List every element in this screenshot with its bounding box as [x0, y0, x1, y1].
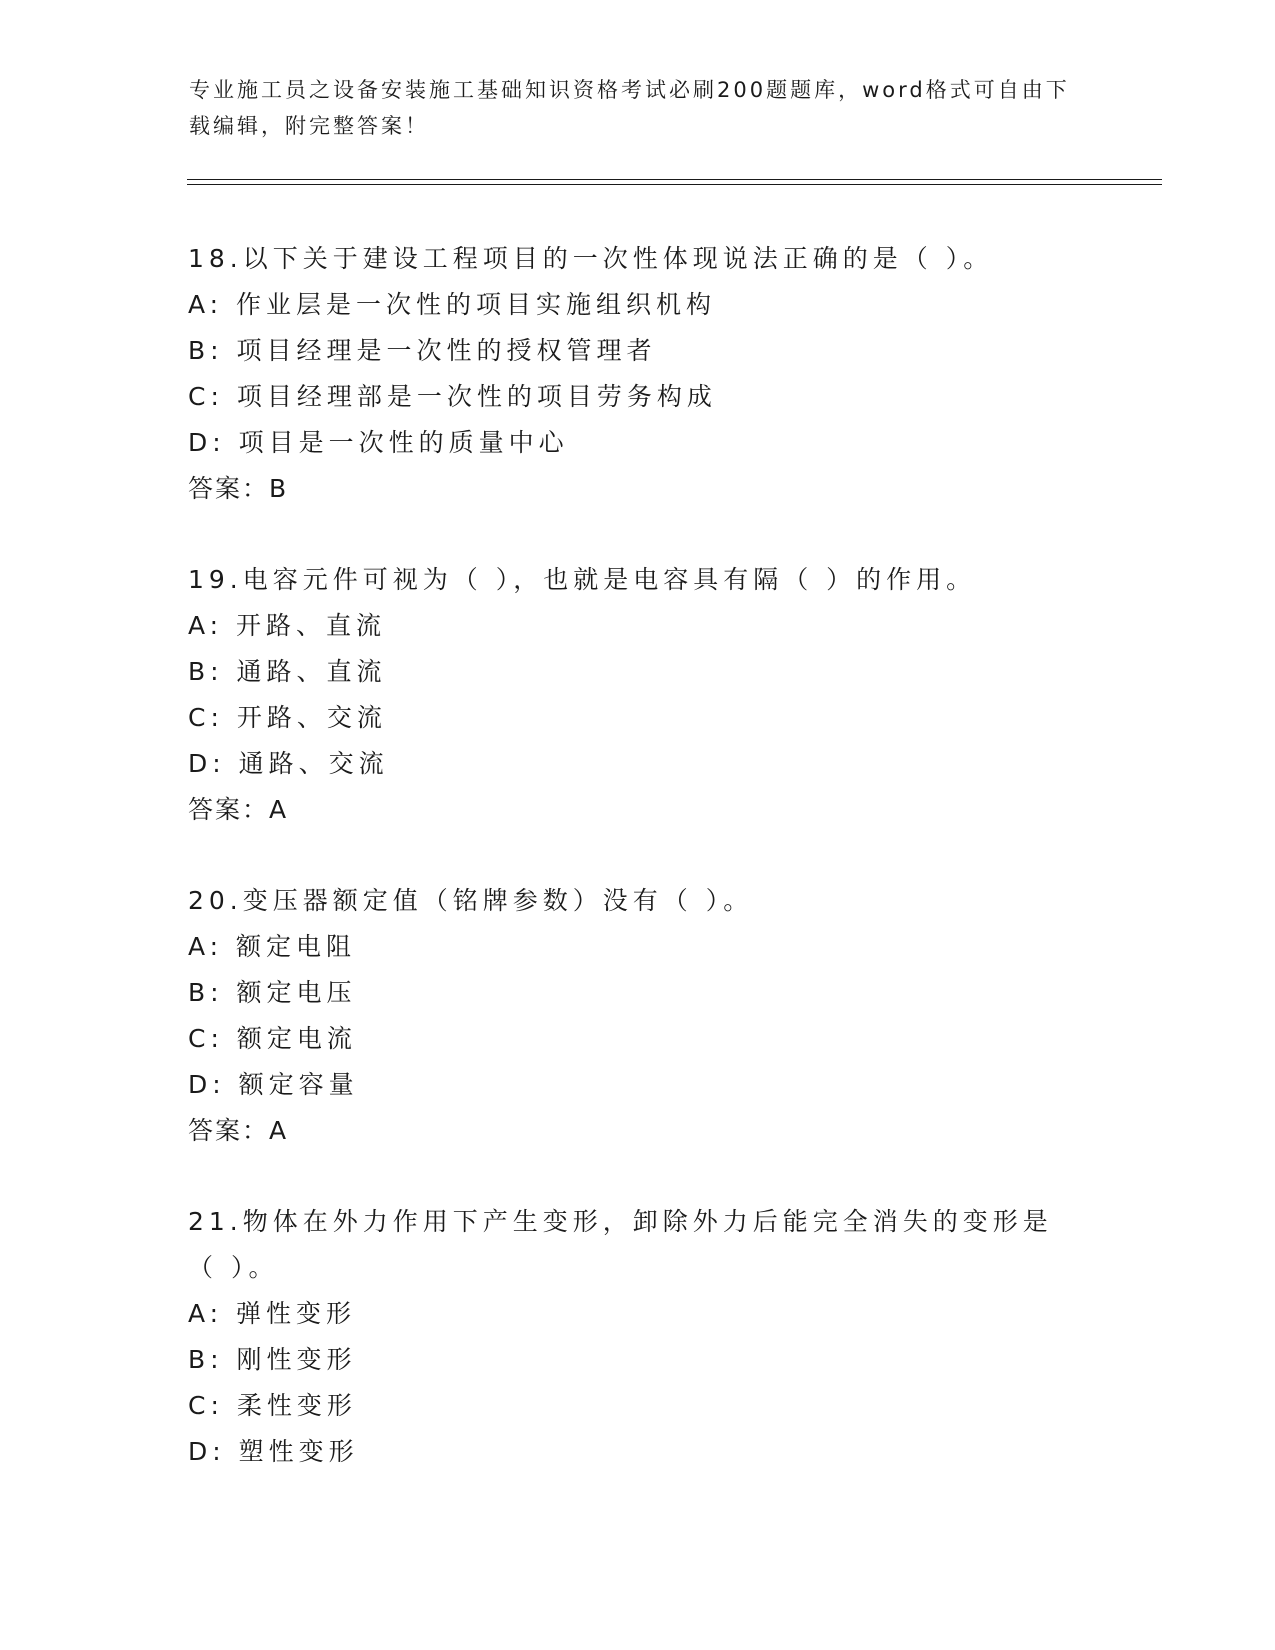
header-divider-bottom [187, 184, 1162, 185]
option-d: D: 额定容量 [188, 1070, 359, 1099]
answer: 答案：B [188, 474, 289, 503]
option-a: A: 作业层是一次性的项目实施组织机构 [188, 290, 717, 319]
option-b: B: 额定电压 [188, 978, 357, 1007]
answer: 答案：A [188, 1116, 289, 1145]
document-header [189, 72, 1089, 144]
option-a: A: 额定电阻 [188, 932, 357, 961]
option-c: C: 柔性变形 [188, 1391, 357, 1420]
answer: 答案：A [188, 795, 289, 824]
option-b: B: 项目经理是一次性的授权管理者 [188, 336, 657, 365]
option-c: C: 项目经理部是一次性的项目劳务构成 [188, 382, 717, 411]
question-21 [188, 1199, 1088, 1475]
header-divider-top [187, 179, 1162, 180]
option-b: B: 通路、直流 [188, 657, 387, 686]
option-d: D: 通路、交流 [188, 749, 389, 778]
question-stem: 21.物体在外力作用下产生变形，卸除外力后能完全消失的变形是（ ）。 [188, 1207, 1053, 1282]
option-c: C: 开路、交流 [188, 703, 387, 732]
option-a: A: 弹性变形 [188, 1299, 357, 1328]
question-stem: 20.变压器额定值（铭牌参数）没有（ ）。 [188, 886, 754, 915]
question-18 [188, 236, 1088, 512]
question-stem: 19.电容元件可视为（ ），也就是电容具有隔（ ）的作用。 [188, 565, 977, 594]
option-d: D: 项目是一次性的质量中心 [188, 428, 569, 457]
option-a: A: 开路、直流 [188, 611, 387, 640]
option-b: B: 刚性变形 [188, 1345, 357, 1374]
option-d: D: 塑性变形 [188, 1437, 359, 1466]
option-c: C: 额定电流 [188, 1024, 357, 1053]
header-text: 专业施工员之设备安装施工基础知识资格考试必刷200题题库，word格式可自由下载编辑，附完整答案！ [189, 78, 1070, 138]
question-19 [188, 557, 1088, 833]
question-20 [188, 878, 1088, 1154]
question-stem: 18.以下关于建设工程项目的一次性体现说法正确的是（ ）。 [188, 244, 994, 273]
